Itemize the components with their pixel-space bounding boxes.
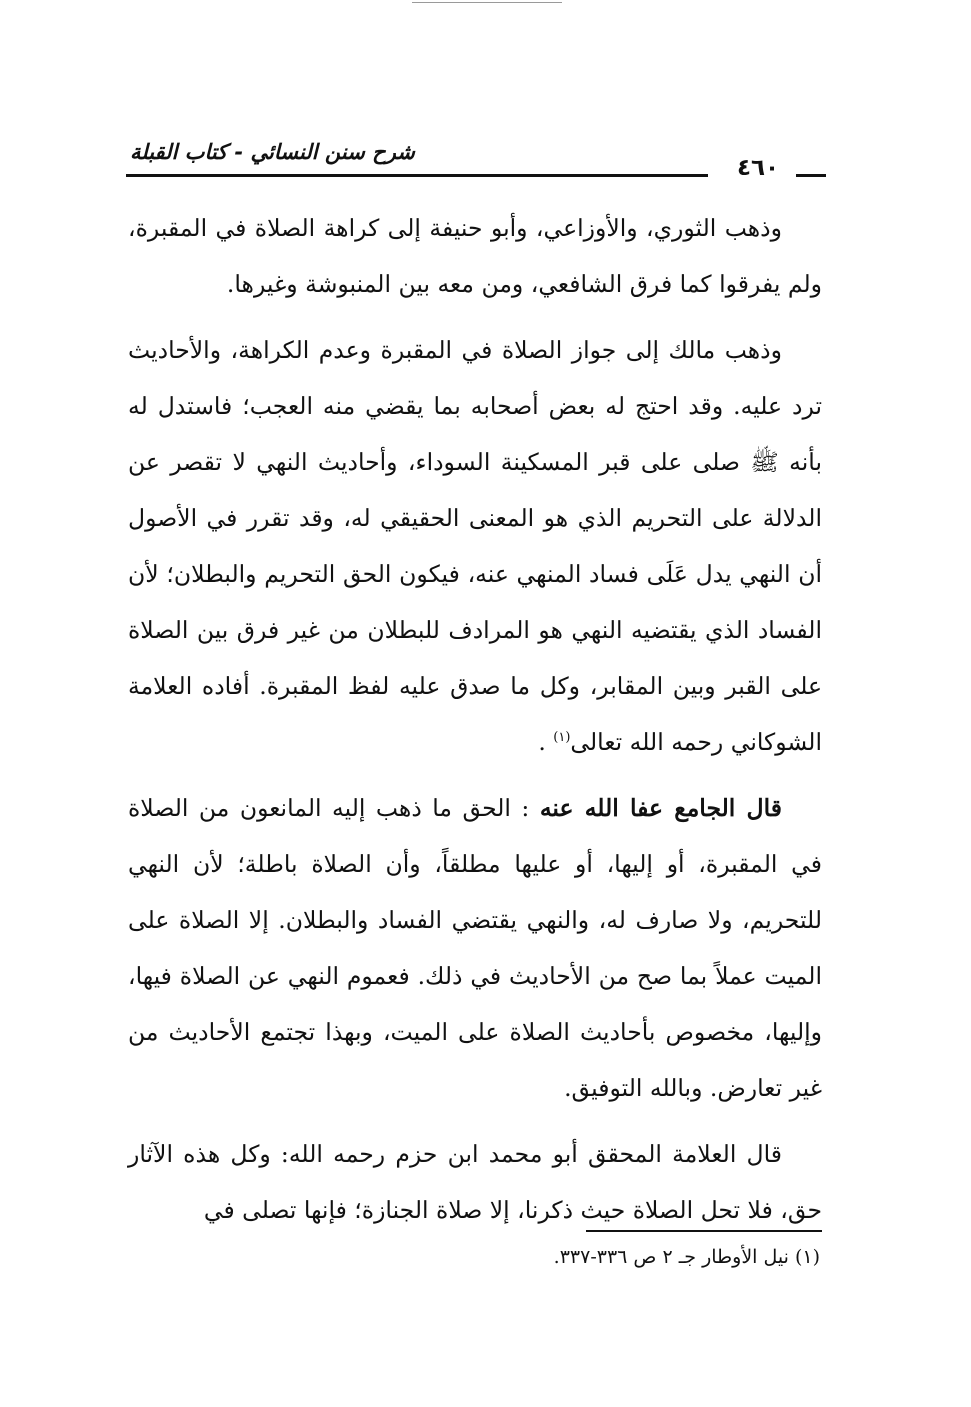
paragraph-text: وذهب الثوري، والأوزاعي، وأبو حنيفة إلى كراهة الصلاة في المقبرة، ولم يفرقوا كما فرق الشافعي، ومن معه بين المنبوشة وغيرها. [128,214,822,298]
top-edge-line [412,2,562,3]
main-text [128,200,822,1248]
paragraph [128,780,822,1116]
running-title: شرح سنن النسائي - كتاب القبلة [130,140,415,164]
paragraph-text: قال العلامة المحقق أبو محمد ابن حزم رحمه الله: وكل هذه الآثار حق، فلا تحل الصلاة حيث ذكرنا، إلا صلاة الجنازة؛ فإنها تصلى في [128,1140,822,1224]
footnote-rule [586,1230,822,1232]
paragraph [128,200,822,312]
footnote [400,1240,820,1274]
paragraph-tail: . [538,728,554,756]
footnote-reference: (١) [553,730,571,746]
paragraph-text: وذهب مالك إلى جواز الصلاة في المقبرة وعدم الكراهة، والأحاديث ترد عليه. وقد احتج له بعض أصحابه بما يقضي منه العجب؛ فاستدل له بأنه ﷺ صلى على قبر المسكينة السوداء، وأحاديث النهي لا تقصر عن الدلالة على التحريم الذي هو المعنى الحقيقي له، وقد تقرر في الأصول أن النهي يدل عَلَى فساد المنهي عنه، فيكون الحق التحريم والبطلان؛ لأن الفساد الذي يقتضيه النهي هو المرادف للبطلان من غير فرق بين الصلاة على القبر وبين المقابر، وكل ما صدق عليه لفظ المقبرة. أفاده العلامة الشوكاني رحمه الله تعالى [128,336,822,756]
page-header [0,138,971,188]
paragraph-text: : الحق ما ذهب إليه المانعون من الصلاة في المقبرة، أو إليها، أو عليها مطلقاً، وأن الصلاة باطلة؛ لأن النهي للتحريم، ولا صارف له، والنهي يقتضي الفساد والبطلان. إلا الصلاة على الميت عملاً بما صح من الأحاديث في ذلك. فعموم النهي عن الصلاة فيها، وإليها، مخصوص بأحاديث الصلاة على الميت، وبهذا تجتمع الأحاديث من غير تعارض. وبالله التوفيق. [128,794,822,1102]
paragraph [128,322,822,770]
paragraph [128,1126,822,1238]
paragraph-lead: قال الجامع عفا الله عنه [539,794,782,822]
page-number: ٤٦٠ [736,155,780,181]
footnote-marker: (١) [794,1246,820,1268]
header-rule [126,174,708,177]
page-number-dash [796,174,826,177]
footnote-text: نيل الأوطار جـ ٢ ص ٣٣٦-٣٣٧. [553,1246,789,1268]
